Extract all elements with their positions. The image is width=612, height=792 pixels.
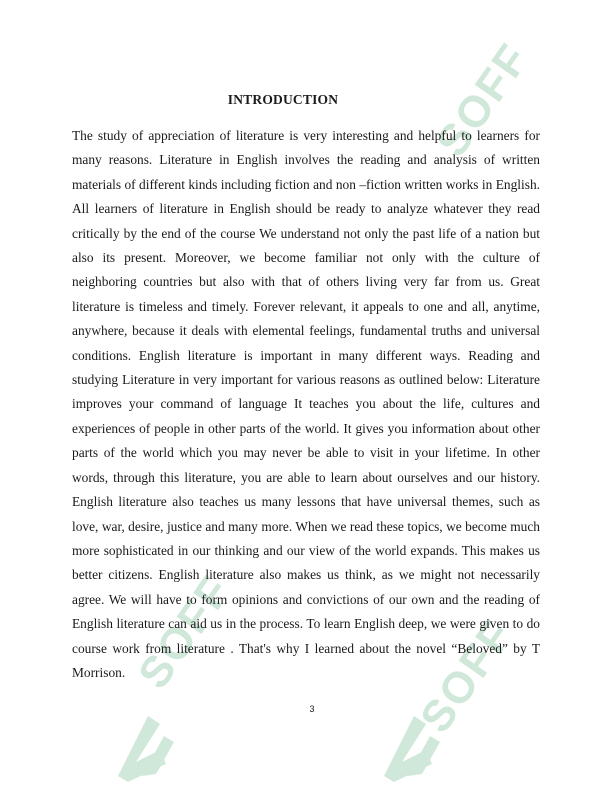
watermark-text: SOFF [427,34,540,166]
soff-logo-icon [108,706,178,786]
watermark-text: SOFF [129,566,242,698]
page-number: 3 [309,704,315,714]
page-title: INTRODUCTION [227,92,339,107]
body-paragraph: The study of appreciation of literature is very interesting and helpful to learners for many reasons. Literature in English involves the reading and analysis of written materials of different kinds including fiction and non –fiction written works in English. All learners of literature in English should be ready to analyze whatever they read critically by the end of the course We understand not only the past life of a nation but also its present. Moreover, we become familiar not only with the culture of neighboring countries but also with that of others living very far from us. Great literature is timeless and timely. Forever relevant, it appeals to one and all, anytime, anywhere, because it deals with elemental feelings, fundamental truths and universal conditions. English literature is important in many different ways. Reading and studying Literature in very important for various reasons as outlined below: Literature improves your command of language It teaches you about the life, cultures and experiences of people in other parts of the world. It gives you information about other parts of the world which you may never be able to visit in your lifetime. In other words, through this literature, you are able to learn about ourselves and our history. English literature also teaches us many lessons that have universal themes, such as love, war, desire, justice and many more. When we read these topics, we become much more sophisticated in our thinking and our view of the world expands. This makes us better citizens. English literature also makes us think, as we might not necessarily agree. We will have to form opinions and convictions of our own and the reading of English literature can aid us in the process. To learn English deep, we were given to do course work from literature . That's why I learned about the novel “Beloved” by T Morrison. [72,128,540,680]
watermark-text: SOFF [411,610,524,742]
soff-logo-icon [374,706,444,786]
